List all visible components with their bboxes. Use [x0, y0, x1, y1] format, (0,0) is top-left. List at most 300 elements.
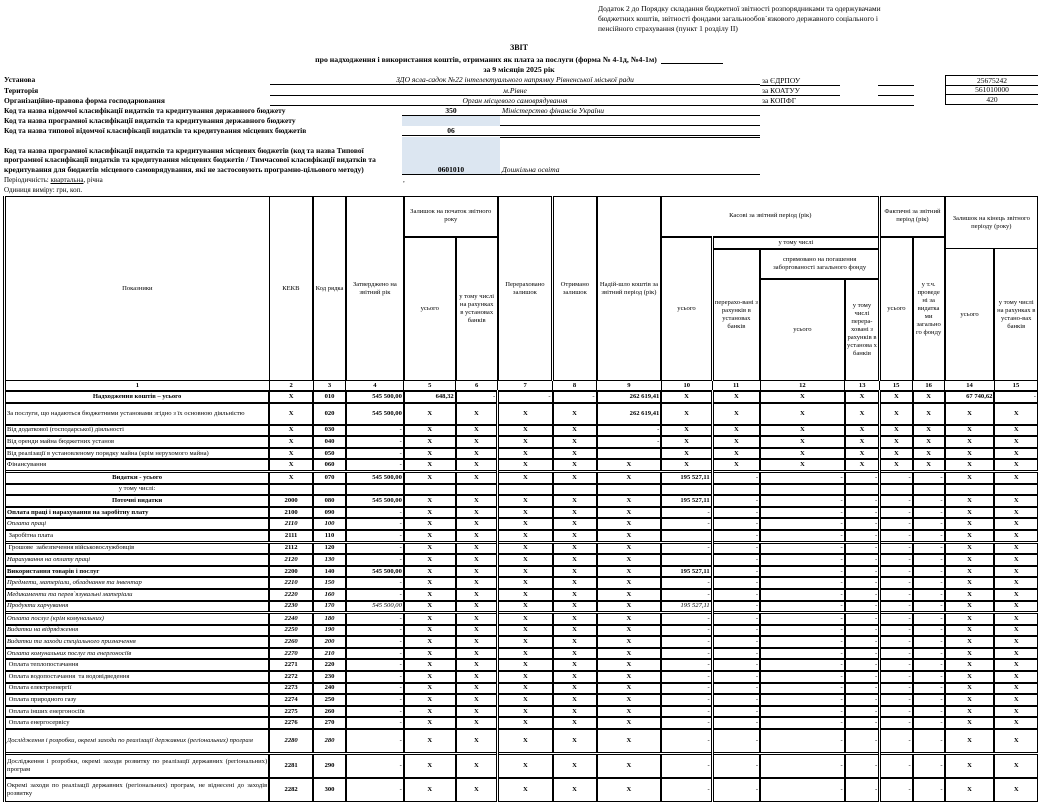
row-cell-col-9: X	[597, 659, 662, 671]
table-row	[5, 554, 1038, 566]
table-row	[5, 471, 1038, 483]
row-cell-col-12: -	[760, 717, 845, 729]
row-indicator-name: Видатки на відрядження	[5, 625, 270, 637]
row-cell-col-8: -	[553, 391, 597, 403]
row-cell-col-17: X	[994, 625, 1037, 637]
row-cell-col-2: X	[269, 391, 313, 403]
row-cell-col-9: 262 619,41	[597, 391, 662, 403]
row-cell-col-5: X	[404, 554, 456, 566]
row-cell-col-16: X	[945, 683, 995, 695]
row-cell-col-12: -	[760, 495, 845, 507]
row-cell-col-17: X	[994, 706, 1037, 718]
report-subtitle	[0, 55, 1038, 64]
koatuu-code: 561010000	[945, 85, 1038, 95]
table-row	[5, 530, 1038, 542]
table-row	[5, 518, 1038, 530]
row-cell-col-12: -	[760, 636, 845, 648]
row-cell-col-6: X	[456, 436, 498, 448]
row-cell-col-15: -	[913, 613, 945, 625]
row-cell-col-7: X	[498, 683, 553, 695]
row-indicator-name: Дослідження і розробки, окремі заходи розвитку по реалізації державних (регіональних) програм	[5, 754, 270, 779]
header-debt-repay-bank: у тому числі перера-ховані з рахунків в установа х банків	[845, 279, 880, 381]
row-cell-col-11: X	[712, 448, 760, 460]
row-cell-col-6: X	[456, 554, 498, 566]
table-row	[5, 601, 1038, 613]
row-cell-col-5: X	[404, 436, 456, 448]
row-cell-col-17: X	[994, 589, 1037, 601]
row-cell-col-7	[498, 484, 553, 496]
row-cell-col-14: -	[880, 683, 913, 695]
row-cell-col-15: -	[913, 507, 945, 519]
row-cell-col-12: -	[760, 729, 845, 754]
row-cell-col-13: -	[845, 694, 880, 706]
row-cell-col-11: -	[712, 671, 760, 683]
row-cell-col-17: X	[994, 554, 1037, 566]
row-cell-col-6: X	[456, 729, 498, 754]
column-number: 9	[597, 381, 662, 392]
row-cell-col-8: X	[553, 659, 597, 671]
row-cell-col-11: X	[712, 403, 760, 425]
local-prog-label-1: Код та назва програмної класифікації видатків та кредитування місцевих бюджетів (код та назва Типової	[4, 146, 364, 155]
row-cell-col-17: X	[994, 495, 1037, 507]
row-cell-col-3: 280	[313, 729, 346, 754]
row-cell-col-12: -	[760, 577, 845, 589]
row-cell-col-14: -	[880, 613, 913, 625]
row-cell-col-13: -	[845, 778, 880, 802]
row-cell-col-2: 2240	[269, 613, 313, 625]
row-cell-col-2: 2111	[269, 530, 313, 542]
table-row	[5, 778, 1038, 802]
row-cell-col-13: -	[845, 495, 880, 507]
row-cell-col-10: X	[661, 391, 712, 403]
column-number: 4	[346, 381, 404, 392]
row-cell-col-5: X	[404, 448, 456, 460]
row-cell-col-8: X	[553, 671, 597, 683]
row-cell-col-11: X	[712, 425, 760, 437]
row-indicator-name: Грошове забезпечення військовослужбовців	[5, 542, 270, 554]
row-cell-col-4: -	[346, 778, 404, 802]
row-cell-col-16: X	[945, 694, 995, 706]
row-cell-col-11: -	[712, 495, 760, 507]
row-cell-col-5: X	[404, 566, 456, 578]
row-cell-col-2: 2110	[269, 518, 313, 530]
row-cell-col-2: 2200	[269, 566, 313, 578]
row-cell-col-3: 020	[313, 403, 346, 425]
column-number: 10	[661, 381, 712, 392]
row-cell-col-11: -	[712, 530, 760, 542]
row-cell-col-12: -	[760, 694, 845, 706]
table-row	[5, 495, 1038, 507]
row-cell-col-14: -	[880, 694, 913, 706]
row-cell-col-12: -	[760, 554, 845, 566]
row-cell-col-6: -	[456, 391, 498, 403]
row-cell-col-6: X	[456, 694, 498, 706]
row-cell-col-5: X	[404, 471, 456, 483]
row-cell-col-15: -	[913, 659, 945, 671]
row-cell-col-16: X	[945, 459, 995, 471]
row-cell-col-3: 260	[313, 706, 346, 718]
row-cell-col-6: X	[456, 566, 498, 578]
row-cell-col-4: -	[346, 518, 404, 530]
column-number: 14	[945, 381, 995, 392]
row-cell-col-17: X	[994, 671, 1037, 683]
row-cell-col-4: -	[346, 729, 404, 754]
row-cell-col-6: X	[456, 636, 498, 648]
row-cell-col-11: X	[712, 459, 760, 471]
row-cell-col-4: -	[346, 448, 404, 460]
typical-dept-label: Код та назва типової відомчої класифікації видатків та кредитування місцевих бюджетів	[4, 126, 307, 135]
row-cell-col-8: X	[553, 636, 597, 648]
row-cell-col-17: X	[994, 778, 1037, 802]
header-balance-end-total: усього	[945, 249, 995, 381]
row-cell-col-10: -	[661, 694, 712, 706]
row-cell-col-9: X	[597, 625, 662, 637]
row-cell-col-11	[712, 484, 760, 496]
row-cell-col-5: X	[404, 495, 456, 507]
row-cell-col-13: -	[845, 577, 880, 589]
row-cell-col-12: X	[760, 391, 845, 403]
table-row	[5, 448, 1038, 460]
row-indicator-name: Фінансування	[5, 459, 270, 471]
row-cell-col-7: X	[498, 566, 553, 578]
row-cell-col-8: X	[553, 459, 597, 471]
typical-dept-code: 06	[447, 126, 455, 135]
row-indicator-name: Від оренди майна бюджетних установ	[5, 436, 270, 448]
row-cell-col-11: -	[712, 471, 760, 483]
table-row	[5, 436, 1038, 448]
table-row	[5, 459, 1038, 471]
row-indicator-name: Нарахування на оплату праці	[5, 554, 270, 566]
row-cell-col-3: 060	[313, 459, 346, 471]
row-cell-col-16: X	[945, 648, 995, 660]
row-cell-col-12: -	[760, 518, 845, 530]
row-cell-col-8: X	[553, 648, 597, 660]
row-cell-col-10	[661, 554, 712, 566]
row-cell-col-4: 545 500,00	[346, 495, 404, 507]
row-cell-col-5: X	[404, 648, 456, 660]
row-cell-col-7: X	[498, 729, 553, 754]
row-cell-col-2: 2274	[269, 694, 313, 706]
row-cell-col-3: 180	[313, 613, 346, 625]
row-cell-col-2: 2273	[269, 683, 313, 695]
row-cell-col-7: X	[498, 471, 553, 483]
row-cell-col-16: X	[945, 601, 995, 613]
row-cell-col-15: -	[913, 577, 945, 589]
row-cell-col-3: 190	[313, 625, 346, 637]
row-cell-col-4: -	[346, 577, 404, 589]
column-number: 15	[880, 381, 913, 392]
row-cell-col-13: -	[845, 659, 880, 671]
row-cell-col-10: -	[661, 729, 712, 754]
report-table	[3, 196, 1038, 802]
row-cell-col-16: 67 740,62	[945, 391, 995, 403]
row-cell-col-10: -	[661, 717, 712, 729]
row-cell-col-13: -	[845, 625, 880, 637]
row-cell-col-17: X	[994, 601, 1037, 613]
row-cell-col-16: X	[945, 530, 995, 542]
row-cell-col-9: X	[597, 717, 662, 729]
dept-class-label: Код та назва відомчої класифікації видатків та кредитування державного бюджету	[4, 106, 286, 115]
row-cell-col-6: X	[456, 601, 498, 613]
local-prog-underline	[402, 174, 760, 175]
row-indicator-name: Поточні видатки	[5, 495, 270, 507]
territory-value: м.Рівне	[503, 86, 527, 95]
row-cell-col-10: X	[661, 436, 712, 448]
table-row	[5, 683, 1038, 695]
row-cell-col-11: -	[712, 518, 760, 530]
row-cell-col-9	[597, 484, 662, 496]
table-row	[5, 754, 1038, 779]
row-cell-col-4: 545 500,00	[346, 403, 404, 425]
row-cell-col-13: -	[845, 601, 880, 613]
row-cell-col-7: X	[498, 542, 553, 554]
row-cell-col-17: X	[994, 717, 1037, 729]
row-cell-col-11: -	[712, 683, 760, 695]
row-cell-col-14: X	[880, 448, 913, 460]
row-cell-col-10: -	[661, 507, 712, 519]
row-cell-col-8: X	[553, 542, 597, 554]
row-cell-col-3: 290	[313, 754, 346, 779]
row-cell-col-11: X	[712, 436, 760, 448]
row-cell-col-15: -	[913, 694, 945, 706]
unit-of-measure: Одиниця виміру: грн, коп.	[4, 186, 83, 194]
header-debt-repay: спрямовано на погашення заборгованості загального фонду	[760, 249, 880, 279]
row-cell-col-14: -	[880, 636, 913, 648]
row-cell-col-2: X	[269, 459, 313, 471]
row-cell-col-10: -	[661, 706, 712, 718]
row-cell-col-14: X	[880, 391, 913, 403]
local-prog-label-3: кредитування для бюджетів місцевого самоврядування, які не застосовують програмно-цільового методу)	[4, 165, 364, 174]
row-cell-col-16: X	[945, 518, 995, 530]
row-cell-col-3: 170	[313, 601, 346, 613]
row-cell-col-17: X	[994, 448, 1037, 460]
legal-form-label: Організаційно-правова форма господарювання	[4, 96, 165, 105]
table-row	[5, 507, 1038, 519]
row-cell-col-12: X	[760, 436, 845, 448]
row-cell-col-16: X	[945, 403, 995, 425]
row-cell-col-5: X	[404, 717, 456, 729]
row-cell-col-11: -	[712, 754, 760, 779]
row-cell-col-12: -	[760, 530, 845, 542]
row-cell-col-2: 2120	[269, 554, 313, 566]
row-cell-col-2: 2250	[269, 625, 313, 637]
row-cell-col-8: X	[553, 754, 597, 779]
column-number: 2	[269, 381, 313, 392]
row-indicator-name: Оплата праці	[5, 518, 270, 530]
row-cell-col-5: X	[404, 706, 456, 718]
header-balance-start: Залишок на початок звітного року	[404, 197, 498, 237]
row-cell-col-11: -	[712, 659, 760, 671]
row-cell-col-15: -	[913, 495, 945, 507]
row-cell-col-5	[404, 484, 456, 496]
column-number: 12	[760, 381, 845, 392]
row-cell-col-15: X	[913, 403, 945, 425]
column-number: 1	[5, 381, 270, 392]
koatuu-underline	[760, 95, 840, 96]
table-row	[5, 694, 1038, 706]
row-cell-col-6: X	[456, 448, 498, 460]
row-cell-col-4: -	[346, 459, 404, 471]
row-cell-col-15: X	[913, 436, 945, 448]
row-cell-col-9: X	[597, 648, 662, 660]
row-cell-col-8: X	[553, 566, 597, 578]
row-cell-col-3: 040	[313, 436, 346, 448]
row-cell-col-7: X	[498, 518, 553, 530]
row-cell-col-9: X	[597, 729, 662, 754]
row-cell-col-15: -	[913, 683, 945, 695]
periodicity	[4, 176, 103, 184]
row-cell-col-7: -	[498, 391, 553, 403]
table-row	[5, 403, 1038, 425]
row-cell-col-15: -	[913, 542, 945, 554]
column-number: 13	[845, 381, 880, 392]
row-cell-col-3: 110	[313, 530, 346, 542]
row-cell-col-12: -	[760, 671, 845, 683]
periodicity-quarterly: квартальна	[50, 176, 84, 184]
header-kekv: КЕКВ	[269, 197, 313, 381]
column-number: 3	[313, 381, 346, 392]
row-cell-col-8: X	[553, 613, 597, 625]
column-number: 7	[498, 381, 553, 392]
header-transferred: Перераховано залишок	[498, 197, 553, 381]
row-cell-col-9: X	[597, 613, 662, 625]
row-cell-col-15: -	[913, 625, 945, 637]
row-cell-col-15: -	[913, 729, 945, 754]
row-cell-col-13: -	[845, 471, 880, 483]
row-cell-col-4: 545 500,00	[346, 601, 404, 613]
row-cell-col-6: X	[456, 659, 498, 671]
legal-form-value: Орган місцевого самоврядування	[462, 96, 568, 105]
row-cell-col-16: X	[945, 507, 995, 519]
row-cell-col-10: -	[661, 518, 712, 530]
row-cell-col-8	[553, 484, 597, 496]
row-cell-col-7: X	[498, 403, 553, 425]
row-cell-col-4: -	[346, 436, 404, 448]
row-cell-col-9: -	[597, 436, 662, 448]
row-cell-col-6	[456, 484, 498, 496]
row-cell-col-7: X	[498, 754, 553, 779]
row-cell-col-9: 262 619,41	[597, 403, 662, 425]
edrpou-underline	[760, 85, 840, 86]
row-cell-col-7: X	[498, 577, 553, 589]
column-number: 6	[456, 381, 498, 392]
header-balance-end-bank: у тому числі на рахунках в устано-вах банків	[994, 249, 1037, 381]
row-indicator-name: Від реалізації в установленому порядку майна (крім нерухомого майна)	[5, 448, 270, 460]
row-cell-col-4: -	[346, 659, 404, 671]
row-indicator-name: Оплата інших енергоносіїв	[5, 706, 270, 718]
prog-class-underline	[500, 125, 760, 126]
row-cell-col-15: -	[913, 648, 945, 660]
header-debt-repay-total: усього	[760, 279, 845, 381]
row-cell-col-16: X	[945, 754, 995, 779]
row-cell-col-12: -	[760, 778, 845, 802]
row-cell-col-14: -	[880, 671, 913, 683]
header-row-code: Код рядка	[313, 197, 346, 381]
row-cell-col-3: 270	[313, 717, 346, 729]
row-cell-col-7: X	[498, 459, 553, 471]
row-cell-col-5: X	[404, 530, 456, 542]
row-cell-col-11: -	[712, 601, 760, 613]
row-cell-col-3: 080	[313, 495, 346, 507]
periodicity-annual: , річна	[83, 176, 103, 184]
row-cell-col-9: X	[597, 706, 662, 718]
row-cell-col-7: X	[498, 717, 553, 729]
row-cell-col-15: -	[913, 754, 945, 779]
row-cell-col-13: -	[845, 566, 880, 578]
row-cell-col-6: X	[456, 671, 498, 683]
row-cell-col-10: X	[661, 403, 712, 425]
row-cell-col-6: X	[456, 754, 498, 779]
row-cell-col-10	[661, 484, 712, 496]
row-cell-col-13: X	[845, 391, 880, 403]
row-cell-col-12: -	[760, 542, 845, 554]
row-cell-col-16: X	[945, 613, 995, 625]
row-cell-col-17: X	[994, 729, 1037, 754]
header-actual: Фактичні за звітний період (рік)	[880, 197, 945, 237]
row-cell-col-10: -	[661, 754, 712, 779]
row-cell-col-5: X	[404, 729, 456, 754]
row-cell-col-11: -	[712, 706, 760, 718]
row-cell-col-5: X	[404, 613, 456, 625]
row-indicator-name: Оплата комунальних послуг та енергоносіїв	[5, 648, 270, 660]
row-cell-col-9: -	[597, 425, 662, 437]
row-cell-col-8: X	[553, 577, 597, 589]
row-cell-col-6: X	[456, 403, 498, 425]
row-cell-col-7: X	[498, 648, 553, 660]
row-cell-col-17: X	[994, 403, 1037, 425]
row-cell-col-11: -	[712, 636, 760, 648]
row-cell-col-9: X	[597, 636, 662, 648]
row-cell-col-4: -	[346, 589, 404, 601]
row-cell-col-5: X	[404, 589, 456, 601]
local-prog-code: 0601010	[437, 165, 465, 174]
row-indicator-name: Заробітна плата	[5, 530, 270, 542]
row-cell-col-2: 2210	[269, 577, 313, 589]
row-cell-col-10: -	[661, 671, 712, 683]
row-cell-col-12: -	[760, 507, 845, 519]
row-cell-col-10: X	[661, 448, 712, 460]
row-cell-col-3: 100	[313, 518, 346, 530]
row-cell-col-8: X	[553, 778, 597, 802]
table-row	[5, 625, 1038, 637]
table-row	[5, 391, 1038, 403]
row-cell-col-13: -	[845, 530, 880, 542]
row-cell-col-8: X	[553, 425, 597, 437]
row-cell-col-16: X	[945, 554, 995, 566]
row-indicator-name: Оплата природного газу	[5, 694, 270, 706]
row-cell-col-9: X	[597, 589, 662, 601]
header-balance-start-bank: у тому числі на рахунках в установах банків	[456, 237, 498, 381]
row-cell-col-13: -	[845, 507, 880, 519]
row-cell-col-14: -	[880, 601, 913, 613]
institution-underline	[270, 84, 760, 85]
row-cell-col-14: -	[880, 717, 913, 729]
row-cell-col-5: X	[404, 601, 456, 613]
row-cell-col-6: X	[456, 589, 498, 601]
header-cash: Касові за звітний період (рік)	[661, 197, 879, 237]
row-cell-col-11: -	[712, 694, 760, 706]
row-cell-col-8: X	[553, 625, 597, 637]
row-cell-col-8: X	[553, 601, 597, 613]
row-indicator-name: Видатки - усього	[5, 471, 270, 483]
report-period: за 9 місяців 2025 рік	[483, 65, 555, 74]
row-cell-col-13: X	[845, 436, 880, 448]
row-cell-col-12: -	[760, 589, 845, 601]
row-cell-col-12: X	[760, 425, 845, 437]
row-cell-col-9: X	[597, 566, 662, 578]
row-cell-col-2: X	[269, 471, 313, 483]
column-number-row	[5, 381, 1038, 392]
